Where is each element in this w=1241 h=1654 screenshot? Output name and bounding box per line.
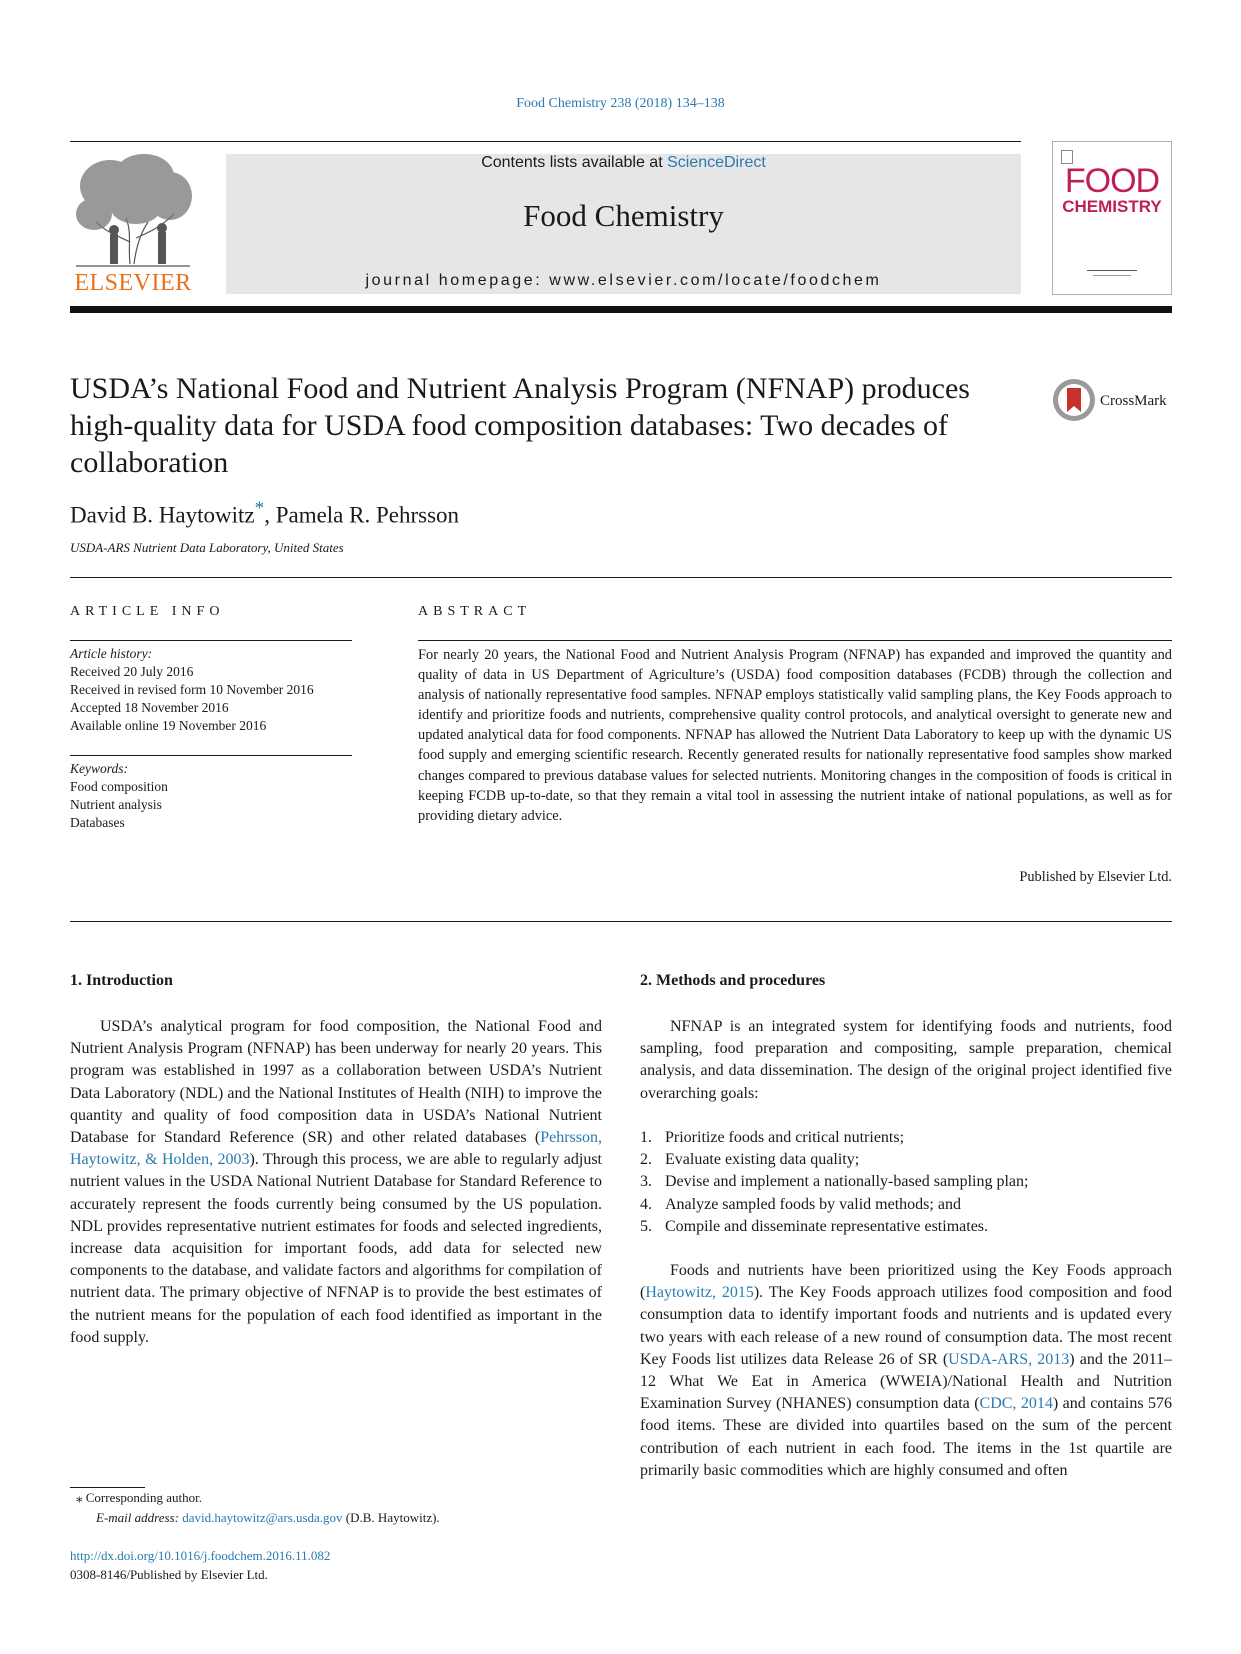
author-name[interactable]: David B. Haytowitz	[70, 502, 255, 528]
article-history	[70, 645, 360, 735]
issn-line: 0308-8146/Published by Elsevier Ltd.	[70, 1567, 268, 1582]
cover-divider	[1087, 270, 1137, 271]
goals-list	[640, 1127, 1172, 1238]
paragraph: Foods and nutrients have been prioritized using the Key Foods approach (Haytowitz, 2015). The Key Foods approach utilizes food composition and food consumption data to identify important foods and nutrients and is updated every two years with each release of a new round of consumption data. The most recent Key Foods list utilizes data Release 26 of SR (USDA-ARS, 2013) and the 2011–12 What We Eat in America (WWEIA)/National Health and Nutrition Examination Survey (NHANES) consumption data (CDC, 2014) and contains 576 food items. These are divided into quartiles based on the sum of the percent contribution of each nutrient in each food. The items in the 1st quartile are primarily basic commodities which are highly consumed and often	[640, 1262, 1172, 1479]
keyword: Nutrient analysis	[70, 797, 162, 812]
divider	[418, 640, 1172, 641]
list-item: 1. Prioritize foods and critical nutrients;	[640, 1129, 905, 1146]
author-list	[70, 498, 459, 529]
corresponding-author-note: ⁎ Corresponding author.	[76, 1490, 203, 1505]
cover-title-food: FOOD	[1064, 162, 1160, 200]
sciencedirect-link[interactable]: ScienceDirect	[667, 154, 766, 171]
history-item: Received in revised form 10 November 2016	[70, 682, 314, 697]
history-item: Accepted 18 November 2016	[70, 700, 229, 715]
history-item: Received 20 July 2016	[70, 664, 194, 679]
published-by: Published by Elsevier Ltd.	[1019, 869, 1172, 885]
keywords-label: Keywords:	[70, 761, 128, 776]
divider	[70, 921, 1172, 922]
divider	[70, 577, 1172, 578]
keyword: Food composition	[70, 779, 168, 794]
paragraph: NFNAP is an integrated system for identifying foods and nutrients, food sampling, food preparation and compositing, sample preparation, chemical analysis, and data dissemination. The design of the original project identified five overarching goals:	[640, 1018, 1172, 1102]
journal-cover-thumbnail	[1052, 141, 1172, 295]
author-name[interactable]: , Pamela R. Pehrsson	[264, 502, 460, 528]
reference-link[interactable]: Haytowitz, 2015	[645, 1284, 754, 1302]
abstract-text: For nearly 20 years, the National Food and Nutrient Analysis Program (NFNAP) has expanded and improved the quantity and quality of data in US Department of Agriculture’s (USDA) food composition databases (FCDB) through the collection and analysis of nationally representative food samples. NFNAP employs statistically valid sampling plans, the Key Foods approach to identify and prioritize foods and nutrients, comprehensive quality control protocols, and analytical oversight to generate new and updated analytical data for food components. NFNAP has allowed the Nutrient Data Laboratory to keep up with the dynamic US food supply and emerging scientific research. Recently generated results for nationally representative food samples show marked changes compared to previous database values for selected nutrients. Monitoring changes in the composition of foods is critical in keeping FCDB up-to-date, so that they remain a vital tool in assessing the nutrient intake of national populations, as well as for providing dietary advice.	[418, 647, 1172, 824]
crossmark-icon[interactable]	[1052, 378, 1096, 422]
reference-link[interactable]: CDC, 2014	[979, 1395, 1053, 1413]
corresponding-mark[interactable]: *	[254, 498, 265, 519]
cover-divider	[1093, 275, 1131, 276]
section-body	[640, 1016, 1172, 1105]
section-body	[70, 1016, 602, 1349]
history-label: Article history:	[70, 646, 153, 661]
divider	[70, 755, 352, 756]
article-title: USDA’s National Food and Nutrient Analysis Program (NFNAP) produces high-quality data for USDA food composition databases: Two decades of collaboration	[70, 372, 970, 479]
keyword: Databases	[70, 815, 125, 830]
cover-title-chemistry: CHEMISTRY	[1062, 197, 1162, 216]
section-body	[640, 1260, 1172, 1482]
section-title: 2. Methods and procedures	[640, 972, 826, 989]
journal-homepage[interactable]: journal homepage: www.elsevier.com/locate/foodchem	[365, 272, 882, 289]
keywords	[70, 760, 360, 832]
reference-link[interactable]: Pehrsson, Haytowitz, & Holden, 2003	[70, 1129, 602, 1169]
divider	[70, 640, 352, 641]
elsevier-logo-text: ELSEVIER	[74, 270, 192, 296]
list-item: 4. Analyze sampled foods by valid methods; and	[640, 1195, 961, 1213]
footnote-rule	[70, 1487, 145, 1488]
list-item: 3. Devise and implement a nationally-based sampling plan;	[640, 1173, 1029, 1191]
header-rule	[70, 141, 1021, 142]
abstract-heading: ABSTRACT	[418, 604, 532, 619]
header-thick-bar	[70, 306, 1172, 313]
journal-citation[interactable]: Food Chemistry 238 (2018) 134–138	[516, 96, 725, 111]
article-info-heading: ARTICLE INFO	[70, 604, 225, 619]
affiliation: USDA-ARS Nutrient Data Laboratory, United States	[70, 540, 344, 555]
list-item: 2. Evaluate existing data quality;	[640, 1151, 860, 1169]
contents-line: Contents lists available at ScienceDirect	[481, 154, 766, 171]
crossmark-label[interactable]: CrossMark	[1100, 393, 1167, 409]
reference-link[interactable]: USDA-ARS, 2013	[948, 1350, 1070, 1368]
email-note: E-mail address: david.haytowitz@ars.usda.gov (D.B. Haytowitz).	[96, 1510, 440, 1525]
journal-title: Food Chemistry	[523, 198, 724, 233]
section-title: 1. Introduction	[70, 972, 173, 989]
paragraph: USDA’s analytical program for food composition, the National Food and Nutrient Analysis Program (NFNAP) has been underway for nearly 20 years. This program was established in 1997 as a collaboration between USDA’s Nutrient Data Laboratory (NDL) and the National Institutes of Health (NIH) to improve the quantity and quality of food composition data in USDA’s National Nutrient Database for Standard Reference (SR) and other related databases (Pehrsson, Haytowitz, & Holden, 2003). Through this process, we are able to regularly adjust nutrient values in the USDA National Nutrient Database for Standard Reference to accurately represent the foods currently being consumed by the US population. NDL provides representative nutrient estimates for foods and selected ingredients, increase data acquisition for important foods, add data for selected new components to the database, and validate factors and algorithms for compilation of nutrient data. The primary objective of NFNAP is to provide the best estimates of the nutrient means for the population of each food identified as important in the food supply.	[70, 1018, 602, 1346]
email-link[interactable]: david.haytowitz@ars.usda.gov	[182, 1510, 343, 1525]
list-item: 5. Compile and disseminate representative estimates.	[640, 1217, 989, 1235]
history-item: Available online 19 November 2016	[70, 718, 267, 733]
doi-link[interactable]: http://dx.doi.org/10.1016/j.foodchem.2016.11.082	[70, 1548, 331, 1563]
